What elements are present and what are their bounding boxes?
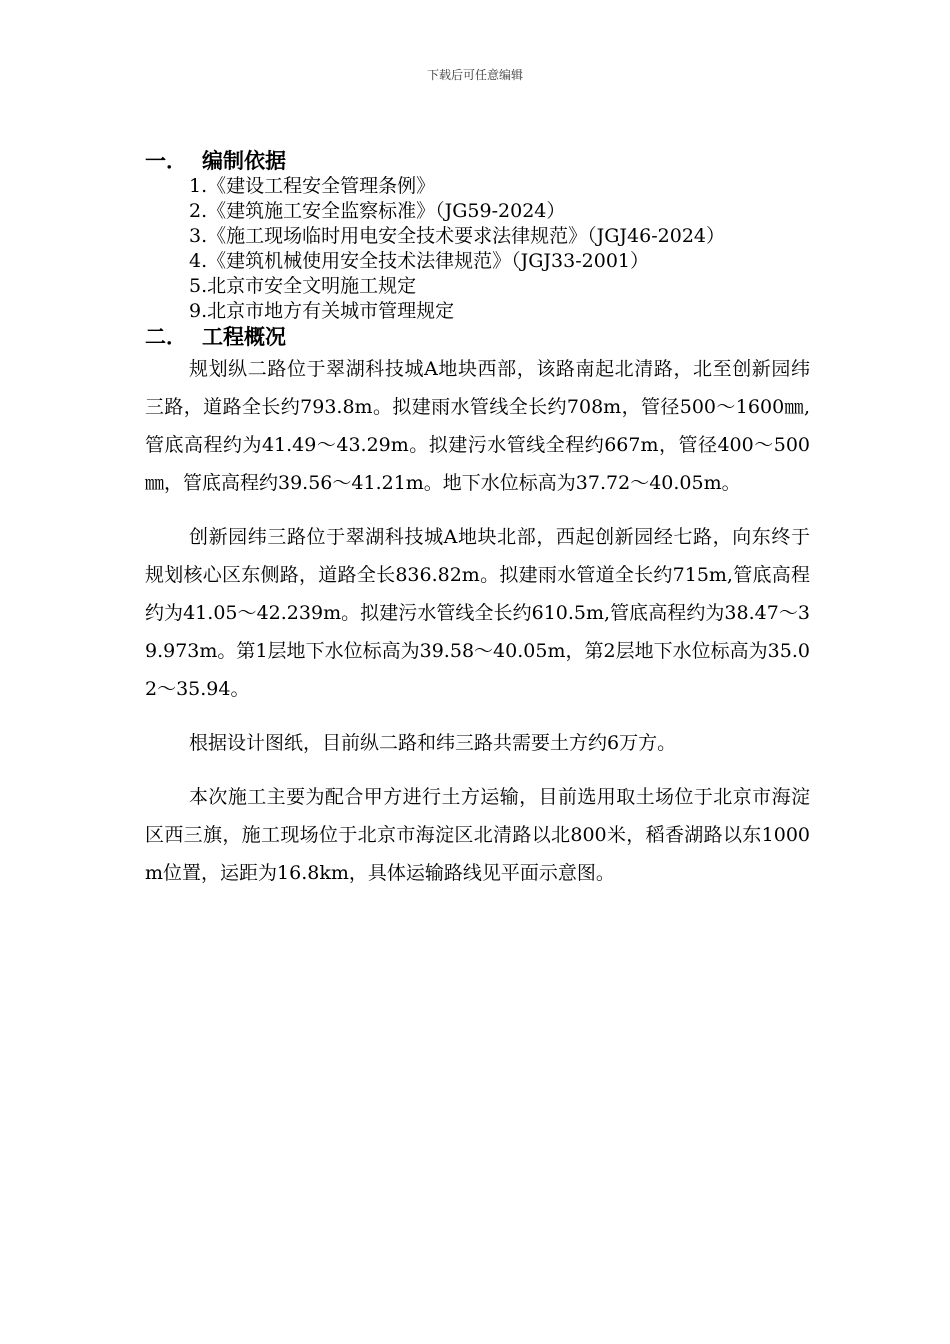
section-heading-overview (145, 324, 810, 350)
paragraph: 根据设计图纸，目前纵二路和纬三路共需要土方约6万方。 (189, 732, 677, 754)
list-item: 4.《建筑机械使用安全技术法律规范》（JGJ33-2001） (189, 250, 649, 272)
section-number: 二． (145, 325, 187, 349)
list-item: 3.《施工现场临时用电安全技术要求法律规范》（JGJ46-2024） (189, 225, 725, 247)
section-heading-basis (145, 148, 810, 174)
basis-list (145, 174, 810, 324)
list-item: 1.《建设工程安全管理条例》 (189, 175, 436, 197)
list-item: 9.北京市地方有关城市管理规定 (189, 300, 455, 322)
section-number: 一． (145, 149, 187, 173)
list-item: 5.北京市安全文明施工规定 (189, 275, 417, 297)
paragraph: 创新园纬三路位于翠湖科技城A地块北部，西起创新园经七路，向东终于规划核心区东侧路，道路全长836.82m。拟建雨水管道全长约715m,管底高程约为41.05～42.239m。拟建污水管线全长约610.5m,管底高程约为38.47～39.973m。第1层地下水位标高为39.58～40.05m，第2层地下水位标高为35.02～35.94。 (145, 526, 810, 700)
document-body (145, 148, 810, 892)
paragraph: 规划纵二路位于翠湖科技城A地块西部，该路南起北清路，北至创新园纬三路，道路全长约793.8m。拟建雨水管线全长约708m，管径500～1600㎜,管底高程约为41.49～43.29m。拟建污水管线全程约667m，管径400～500㎜，管底高程约39.56～41.21m。地下水位标高为37.72～40.05m。 (145, 358, 810, 494)
paragraph: 本次施工主要为配合甲方进行土方运输，目前选用取土场位于北京市海淀区西三旗，施工现场位于北京市海淀区北清路以北800米，稻香湖路以东1000m位置，运距为16.8km，具体运输路线见平面示意图。 (145, 786, 810, 884)
list-item: 2.《建筑施工安全监察标准》（JG59-2024） (189, 200, 566, 222)
section-title: 工程概况 (202, 325, 286, 349)
section-title: 编制依据 (202, 149, 286, 173)
page-header-note: 下载后可任意编辑 (426, 68, 523, 82)
